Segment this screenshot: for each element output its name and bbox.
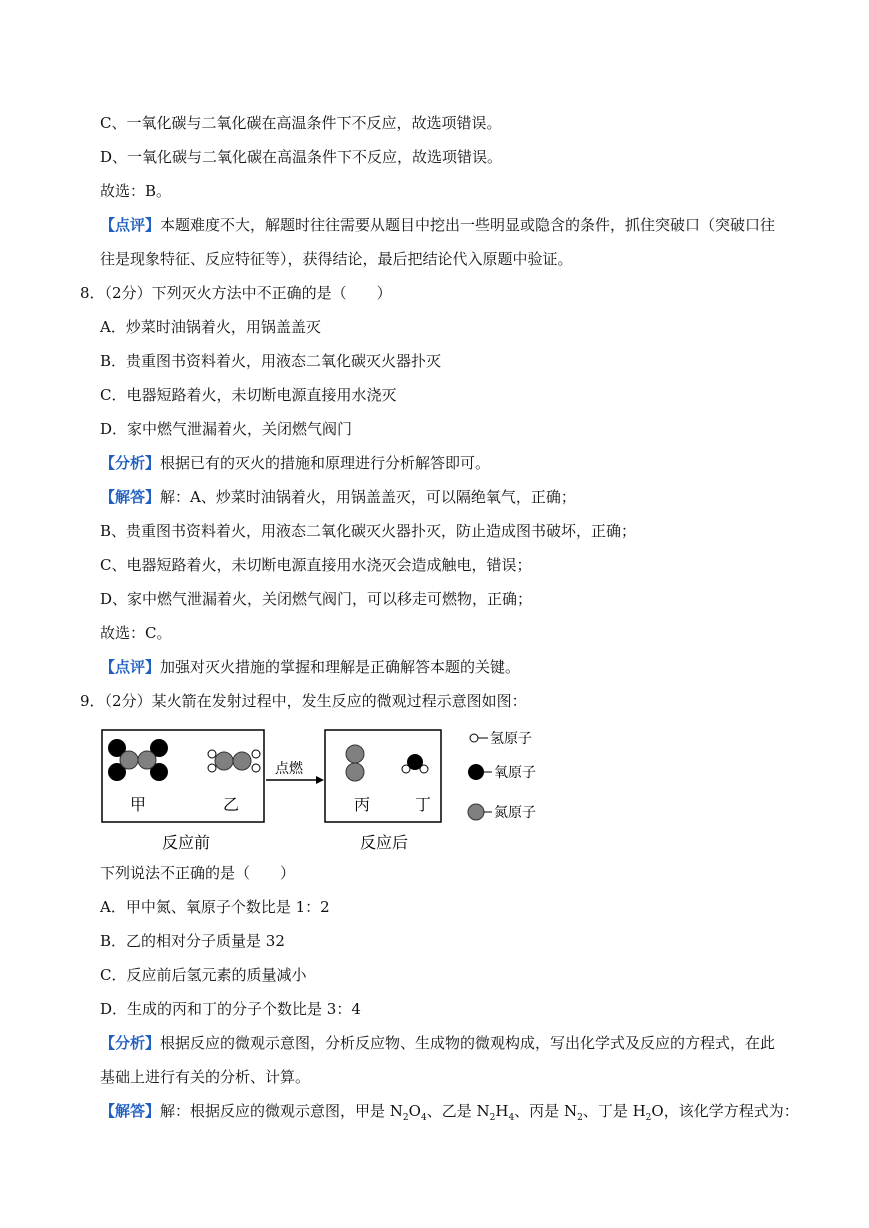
molecule-ding [402, 754, 428, 773]
subscript: 4 [420, 1113, 427, 1123]
comment-tag: 【点评】 [100, 216, 161, 234]
oxygen-atom [407, 754, 423, 770]
analysis-text: 根据已有的灭火的措施和原理进行分析解答即可。 [160, 454, 491, 472]
hydrogen-atom [208, 764, 216, 772]
answer-text: O，该化学方程式为： [651, 1102, 799, 1120]
answer-text: 、乙是 N [426, 1102, 490, 1120]
answer-text: 解：A、炒菜时油锅着火，用锅盖盖灭，可以隔绝氧气，正确； [160, 488, 576, 506]
legend-nitrogen-swatch [468, 804, 484, 820]
nitrogen-atom [138, 751, 156, 769]
formula-part: H [495, 1102, 509, 1120]
legend-hydrogen-label: 氢原子 [490, 731, 532, 747]
question-9-option-d: D．生成的丙和丁的分子个数比是 3：4 [100, 1000, 361, 1018]
question-9-option-c: C．反应前后氢元素的质量减小 [100, 966, 307, 984]
analysis-line [100, 1033, 775, 1053]
text-line: 基础上进行有关的分析、计算。 [100, 1068, 311, 1086]
answer-text: 、丁是 H [582, 1102, 646, 1120]
nitrogen-atom [346, 745, 364, 763]
before-box [102, 730, 264, 822]
nitrogen-atom [346, 763, 364, 781]
legend-oxygen-swatch [468, 764, 484, 780]
comment-line [100, 657, 520, 677]
comment-tag: 【点评】 [100, 658, 161, 676]
answer-line [100, 1101, 799, 1121]
question-8-option-a: A．炒菜时油锅着火，用锅盖盖灭 [100, 318, 321, 336]
text-line: 往是现象特征、反应特征等），获得结论，最后把结论代入原题中验证。 [100, 250, 573, 268]
legend-hydrogen-swatch [470, 734, 478, 742]
caption-after: 反应后 [359, 833, 409, 852]
nitrogen-atom [215, 752, 233, 770]
answer-tag: 【解答】 [100, 1102, 161, 1120]
question-8-option-d: D．家中燃气泄漏着火，关闭燃气阀门 [100, 420, 353, 438]
hydrogen-atom [208, 750, 216, 758]
legend-nitrogen-label: 氮原子 [494, 805, 536, 821]
caption-before: 反应前 [161, 833, 211, 852]
text-line: B、贵重图书资料着火，用液态二氧化碳灭火器扑灭，防止造成图书破坏，正确； [100, 522, 637, 540]
subscript: 2 [402, 1113, 409, 1123]
text-line: 故选：B。 [100, 182, 172, 200]
question-8-option-c: C．电器短路着火，未切断电源直接用水浇灭 [100, 386, 397, 404]
subscript: 2 [489, 1113, 496, 1123]
answer-text: 解：根据反应的微观示意图，甲是 N [160, 1102, 403, 1120]
hydrogen-atom [252, 764, 260, 772]
question-8-option-b: B．贵重图书资料着火，用液态二氧化碳灭火器扑灭 [100, 352, 442, 370]
subscript: 2 [577, 1113, 583, 1123]
question-9-option-a: A．甲中氮、氧原子个数比是 1：2 [100, 898, 330, 916]
analysis-text: 根据反应的微观示意图，分析反应物、生成物的微观构成，写出化学式及反应的方程式，在此 [160, 1034, 776, 1052]
answer-text: 、丙是 N [514, 1102, 578, 1120]
question-9-option-b: B．乙的相对分子质量是 32 [100, 932, 285, 950]
text-line: C、一氧化碳与二氧化碳在高温条件下不反应，故选项错误。 [100, 114, 502, 132]
hydrogen-atom [252, 750, 260, 758]
analysis-tag: 【分析】 [100, 1034, 161, 1052]
question-9-stem: 下列说法不正确的是（ ） [100, 864, 296, 882]
molecule-bing [346, 745, 364, 781]
comment-text: 本题难度不大，解题时往往需要从题目中挖出一些明显或隐含的条件，抓住突破口（突破口往 [160, 216, 776, 234]
text-line: 故选：C。 [100, 624, 172, 642]
text-line: C、电器短路着火，未切断电源直接用水浇灭会造成触电，错误； [100, 556, 532, 574]
reaction-arrow-head [316, 776, 324, 784]
formula-part: O [408, 1102, 421, 1120]
label-ding: 丁 [414, 795, 432, 814]
comment-text: 加强对灭火措施的掌握和理解是正确解答本题的关键。 [160, 658, 521, 676]
answer-tag: 【解答】 [100, 488, 161, 506]
analysis-tag: 【分析】 [100, 454, 161, 472]
text-line: D、家中燃气泄漏着火，关闭燃气阀门，可以移走可燃物，正确； [100, 590, 533, 608]
analysis-line [100, 453, 490, 473]
nitrogen-atom [233, 752, 251, 770]
question-9-title: 9．（2分）某火箭在发射过程中，发生反应的微观过程示意图如图： [80, 692, 527, 710]
legend-oxygen-label: 氧原子 [494, 765, 536, 781]
reaction-diagram [100, 726, 570, 856]
answer-line [100, 487, 576, 507]
label-yi: 乙 [222, 795, 240, 814]
nitrogen-atom [120, 751, 138, 769]
comment-line [100, 215, 775, 235]
arrow-label: 点燃 [275, 761, 303, 777]
reaction-diagram-svg [100, 726, 570, 856]
subscript: 2 [645, 1113, 652, 1123]
question-8-title: 8．（2分）下列灭火方法中不正确的是（ ） [80, 284, 392, 302]
subscript: 4 [508, 1113, 515, 1123]
label-jia: 甲 [129, 795, 147, 814]
molecule-yi [208, 750, 260, 772]
text-line: D、一氧化碳与二氧化碳在高温条件下不反应，故选项错误。 [100, 148, 503, 166]
molecule-jia [108, 739, 168, 781]
label-bing: 丙 [353, 795, 371, 814]
legend [468, 731, 536, 821]
